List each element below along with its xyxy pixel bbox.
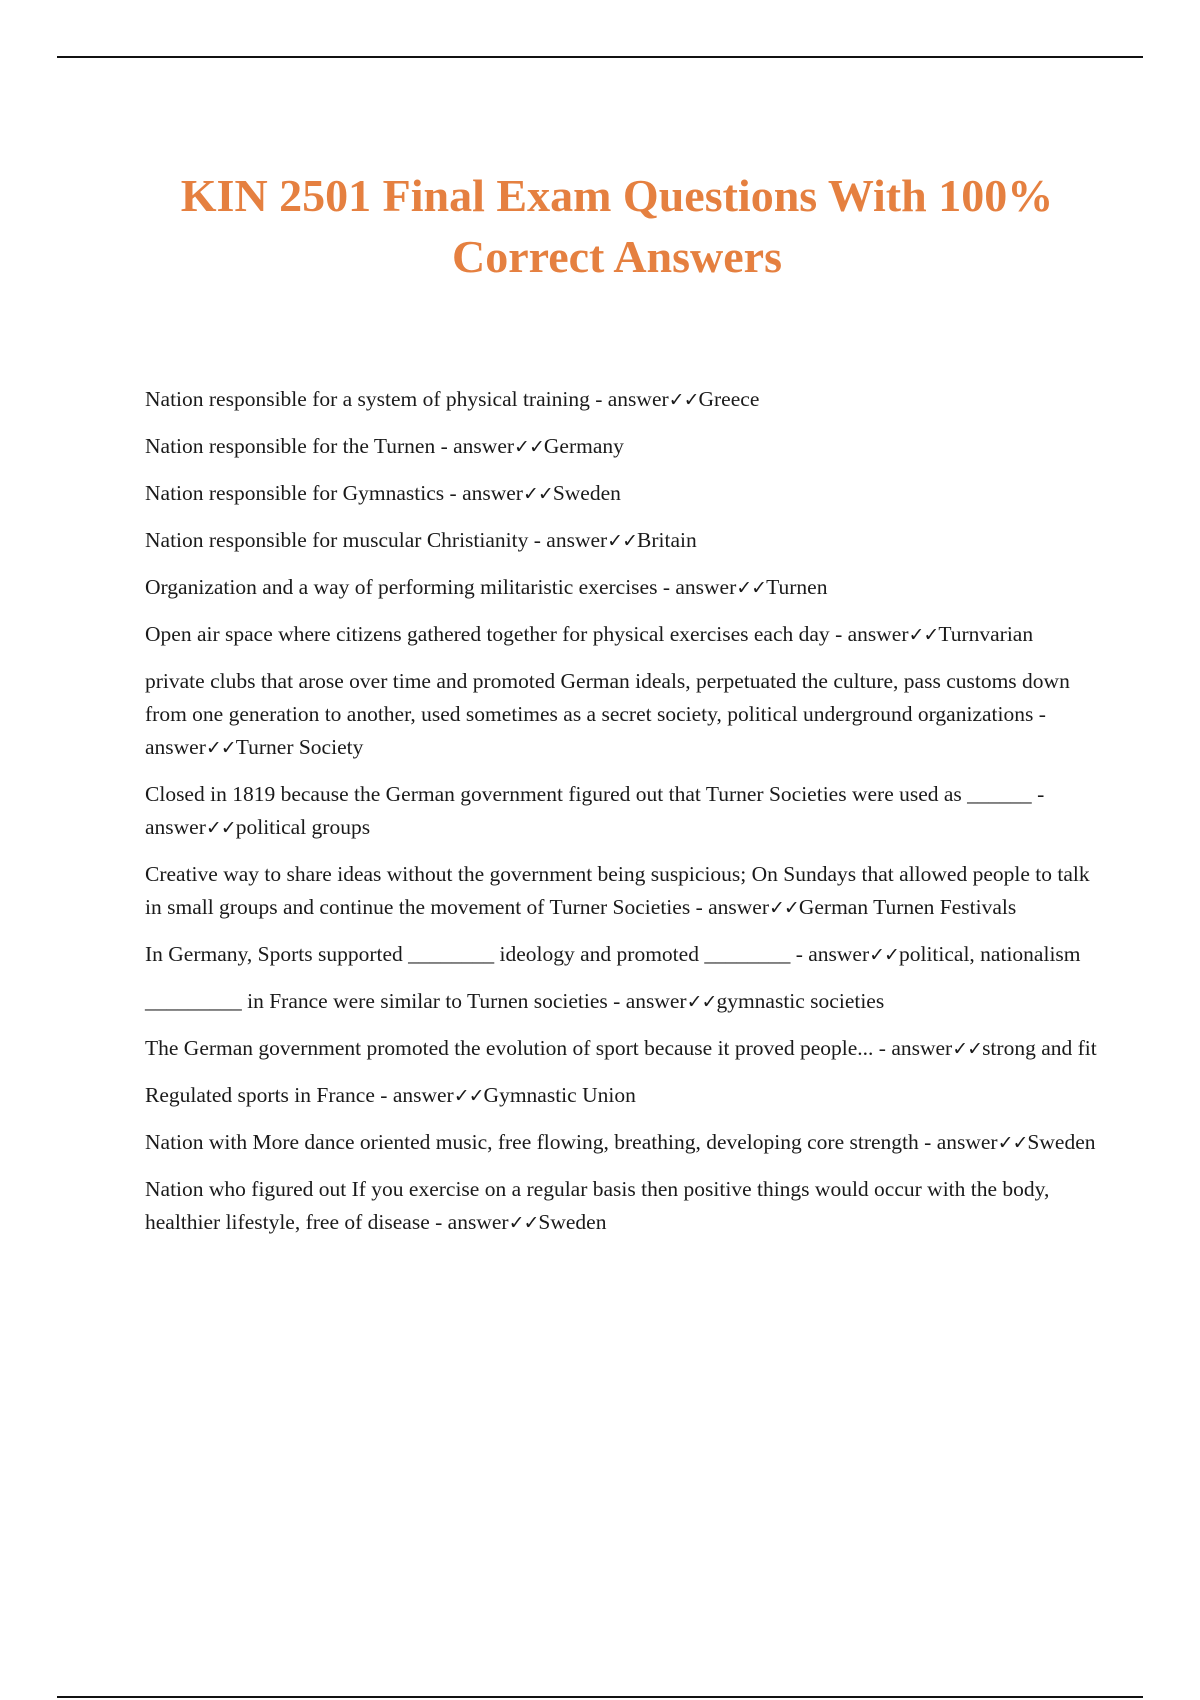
- answer-text: Germany: [543, 434, 624, 458]
- separator-text: -: [528, 528, 547, 552]
- separator-text: -: [1033, 702, 1046, 726]
- check-icon: ✓✓: [607, 530, 638, 552]
- question-text: private clubs that arose over time and promoted German ideals, perpetuated the culture, pass customs down from one generation to another, used sometimes as a secret society, political underground organizations: [145, 669, 1070, 726]
- answer-text: gymnastic societies: [716, 989, 885, 1013]
- qa-item: [145, 938, 1100, 972]
- qa-item: [145, 524, 1100, 558]
- answer-prefix: answer: [392, 1083, 454, 1107]
- separator-text: -: [657, 575, 676, 599]
- qa-item: [145, 477, 1100, 511]
- qa-item: [145, 1126, 1100, 1160]
- question-text: Nation responsible for Gymnastics: [145, 481, 445, 505]
- separator-text: -: [829, 622, 848, 646]
- answer-text: Turner Society: [235, 735, 364, 759]
- check-icon: ✓✓: [686, 991, 717, 1013]
- answer-text: Gymnastic Union: [483, 1083, 636, 1107]
- bottom-rule: [57, 1696, 1143, 1698]
- check-icon: ✓✓: [997, 1132, 1028, 1154]
- check-icon: ✓✓: [514, 436, 544, 458]
- check-icon: ✓✓: [205, 737, 236, 759]
- question-text: Nation responsible for muscular Christianity: [145, 528, 529, 552]
- question-text: In Germany, Sports supported ________ ideology and promoted ________: [145, 942, 791, 966]
- qa-item: [145, 778, 1100, 845]
- qa-item: [145, 571, 1100, 605]
- qa-item: [145, 858, 1100, 925]
- answer-text: Greece: [698, 387, 760, 411]
- question-text: Open air space where citizens gathered together for physical exercises each day: [145, 622, 830, 646]
- answer-text: Turnvarian: [938, 622, 1034, 646]
- check-icon: ✓✓: [769, 897, 799, 919]
- answer-prefix: answer: [808, 942, 870, 966]
- qa-item: [145, 1173, 1100, 1240]
- separator-text: -: [374, 1083, 393, 1107]
- check-icon: ✓✓: [908, 624, 939, 646]
- answer-prefix: answer: [546, 528, 608, 552]
- question-text: _________ in France were similar to Turnen societies: [145, 989, 608, 1013]
- separator-text: -: [607, 989, 626, 1013]
- question-text: Nation responsible for the Turnen: [145, 434, 436, 458]
- qa-item: [145, 665, 1100, 765]
- separator-text: -: [790, 942, 809, 966]
- question-text: Organization and a way of performing militaristic exercises: [145, 575, 658, 599]
- answer-prefix: answer: [607, 387, 669, 411]
- answer-text: German Turnen Festivals: [798, 895, 1017, 919]
- answer-text: strong and fit: [982, 1036, 1097, 1060]
- separator-text: -: [873, 1036, 892, 1060]
- answer-text: Sweden: [538, 1210, 607, 1234]
- answer-prefix: answer: [625, 989, 687, 1013]
- separator-text: -: [435, 434, 454, 458]
- answer-text: Sweden: [552, 481, 621, 505]
- check-icon: ✓✓: [205, 817, 236, 839]
- qa-item: [145, 430, 1100, 464]
- answer-text: Turnen: [766, 575, 828, 599]
- answer-text: political, nationalism: [898, 942, 1081, 966]
- document-title: KIN 2501 Final Exam Questions With 100% Correct Answers: [180, 170, 1054, 282]
- check-icon: ✓✓: [508, 1212, 539, 1234]
- separator-text: -: [589, 387, 608, 411]
- answer-prefix: answer: [447, 1210, 509, 1234]
- question-text: The German government promoted the evolution of sport because it proved people...: [145, 1036, 874, 1060]
- qa-item: [145, 618, 1100, 652]
- qa-item: [145, 985, 1100, 1019]
- answer-prefix: answer: [453, 434, 515, 458]
- check-icon: ✓✓: [522, 483, 553, 505]
- answer-prefix: answer: [462, 481, 523, 505]
- question-text: Nation responsible for a system of physical training: [145, 387, 590, 411]
- question-text: Nation with More dance oriented music, free flowing, breathing, developing core strength: [145, 1130, 919, 1154]
- answer-prefix: answer: [708, 895, 769, 919]
- check-icon: ✓✓: [453, 1085, 484, 1107]
- separator-text: -: [690, 895, 709, 919]
- answer-text: Sweden: [1027, 1130, 1096, 1154]
- answer-prefix: answer: [936, 1130, 998, 1154]
- check-icon: ✓✓: [668, 389, 699, 411]
- answer-text: political groups: [235, 815, 371, 839]
- qa-item: [145, 383, 1100, 417]
- qa-item: [145, 1079, 1100, 1113]
- question-text: Creative way to share ideas without the government being suspicious; On Sundays that allowed people to talk in small groups and continue the movement of Turner Societies: [145, 862, 1090, 919]
- separator-text: -: [1031, 782, 1045, 806]
- answer-prefix: answer: [675, 575, 737, 599]
- check-icon: ✓✓: [952, 1038, 983, 1060]
- question-text: Nation who figured out If you exercise on a regular basis then positive things would occur with the body, healthier lifestyle, free of disease: [145, 1177, 1050, 1234]
- answer-prefix: answer: [145, 815, 206, 839]
- separator-text: -: [429, 1210, 448, 1234]
- answer-prefix: answer: [145, 735, 206, 759]
- qa-item: [145, 1032, 1100, 1066]
- question-text: Regulated sports in France: [145, 1083, 375, 1107]
- separator-text: -: [444, 481, 463, 505]
- check-icon: ✓✓: [736, 577, 767, 599]
- separator-text: -: [918, 1130, 937, 1154]
- answer-text: Britain: [637, 528, 697, 552]
- check-icon: ✓✓: [869, 944, 899, 966]
- top-rule: [57, 56, 1143, 58]
- question-answer-list: [145, 383, 1100, 1253]
- answer-prefix: answer: [891, 1036, 953, 1060]
- question-text: Closed in 1819 because the German government figured out that Turner Societies were used as ______: [145, 782, 1032, 806]
- answer-prefix: answer: [847, 622, 909, 646]
